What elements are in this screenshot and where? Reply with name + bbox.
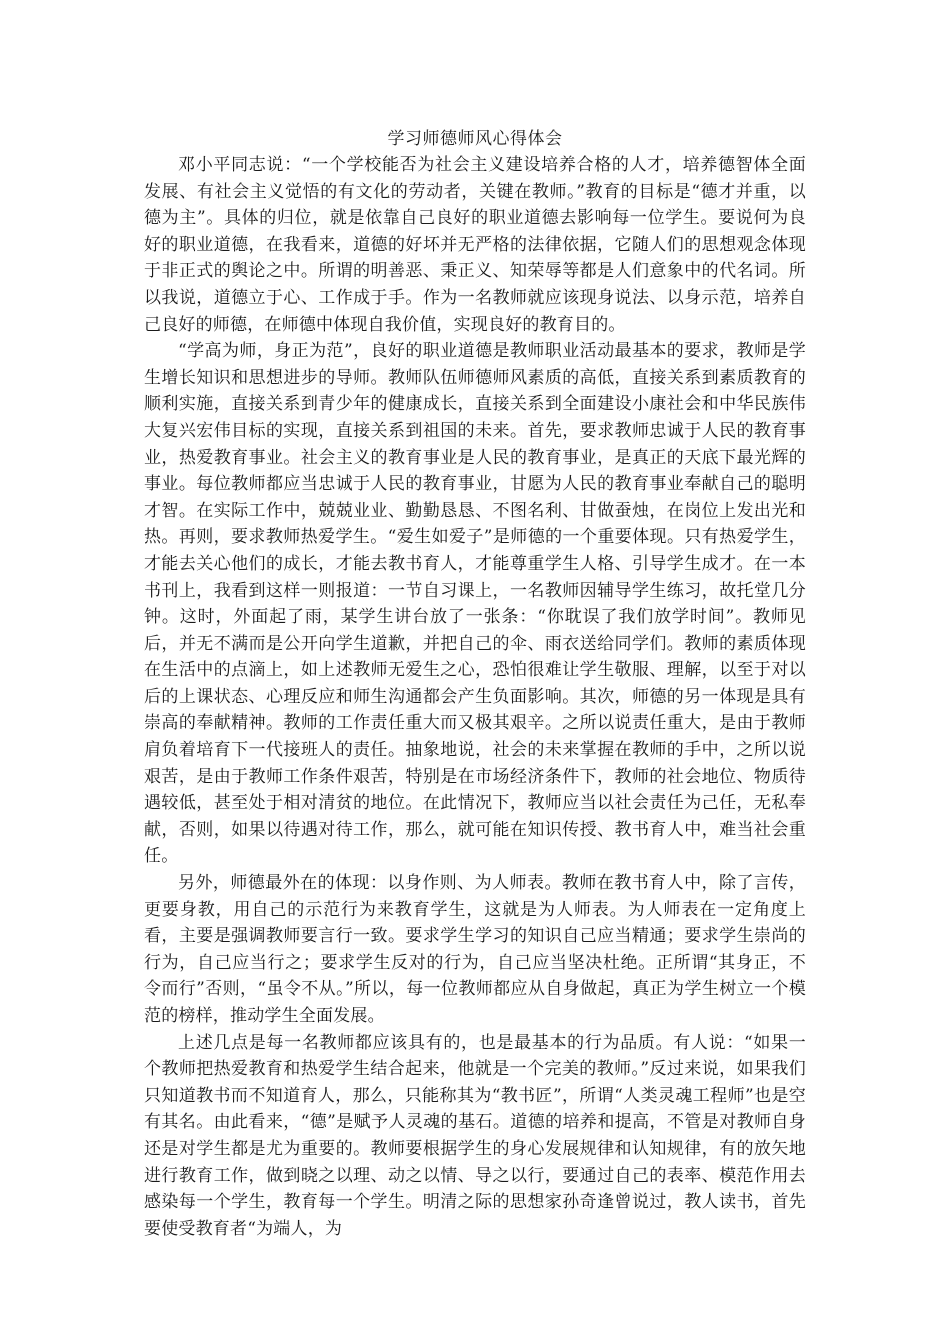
document-title: 学习师德师风心得体会: [387, 129, 563, 149]
paragraph-3: 另外，师德最外在的体现：以身作则、为人师表。教师在教书育人中，除了言传，更要身教，用自己的示范行为来教育学生，这就是为人师表。为人师表在一定角度上看，主要是强调教师要言行一致。要求学生学习的知识自己应当精通；要求学生崇尚的行为，自己应当行之；要求学生反对的行为，自己应当坚决杜绝。正所谓“其身正，不令而行”否则，“虽令不从。”所以，每一位教师都应从自身做起，真正为学生树立一个模范的榜样，推动学生全面发展。: [144, 873, 806, 1026]
paragraph-2: “学高为师，身正为范”，良好的职业道德是教师职业活动最基本的要求，教师是学生增长知识和思想进步的导师。教师队伍师德师风素质的高低，直接关系到素质教育的顺利实施，直接关系到青少年的健康成长，直接关系到全面建设小康社会和中华民族伟大复兴宏伟目标的实现，直接关系到祖国的未来。首先，要求教师忠诚于人民的教育事业，热爱教育事业。社会主义的教育事业是人民的教育事业，是真正的天底下最光辉的事业。每位教师都应当忠诚于人民的教育事业，甘愿为人民的教育事业奉献自己的聪明才智。在实际工作中，兢兢业业、勤勤恳恳、不图名利、甘做蚕烛，在岗位上发出光和热。再则，要求教师热爱学生。“爱生如爱子”是师德的一个重要体现。只有热爱学生，才能去关心他们的成长，才能去教书育人，才能尊重学生人格、引导学生成才。在一本书刊上，我看到这样一则报道：一节自习课上，一名教师因辅导学生练习，故托堂几分钟。这时，外面起了雨，某学生讲台放了一张条：“你耽误了我们放学时间”。教师见后，并无不满而是公开向学生道歉，并把自己的伞、雨衣送给同学们。教师的素质体现在生活中的点滴上，如上述教师无爱生之心，恐怕很难让学生敬服、理解，以至于对以后的上课状态、心理反应和师生沟通都会产生负面影响。其次，师德的另一体现是具有崇高的奉献精神。教师的工作责任重大而又极其艰辛。之所以说责任重大，是由于教师肩负着培育下一代接班人的责任。抽象地说，社会的未来掌握在教师的手中，之所以说艰苦，是由于教师工作条件艰苦，特别是在市场经济条件下，教师的社会地位、物质待遇较低，甚至处于相对清贫的地位。在此情况下，教师应当以社会责任为己任，无私奉献，否则，如果以待遇对待工作，那么，就可能在知识传授、教书育人中，难当社会重任。: [144, 341, 806, 867]
paragraph-1: 邓小平同志说：“一个学校能否为社会主义建设培养合格的人才，培养德智体全面发展、有社会主义觉悟的有文化的劳动者，关键在教师。”教育的目标是“德才并重，以德为主”。具体的归位，就是依靠自己良好的职业道德去影响每一位学生。要说何为良好的职业道德，在我看来，道德的好坏并无严格的法律依据，它随人们的思想观念体现于非正式的舆论之中。所谓的明善恶、秉正义、知荣辱等都是人们意象中的代名词。所以我说，道德立于心、工作成于手。作为一名教师就应该现身说法、以身示范，培养自己良好的师德，在师德中体现自我价值，实现良好的教育目的。: [144, 155, 806, 335]
paragraph-4: 上述几点是每一名教师都应该具有的，也是最基本的行为品质。有人说：“如果一个教师把热爱教育和热爱学生结合起来，他就是一个完美的教师。”反过来说，如果我们只知道教书而不知道育人，那么，只能称其为“教书匠”，所谓“人类灵魂工程师”也是空有其名。由此看来，“德”是赋予人灵魂的基石。道德的培养和提高，不管是对教师自身还是对学生都是尤为重要的。教师要根据学生的身心发展规律和认知规律，有的放矢地进行教育工作，做到晓之以理、动之以情、导之以行，要通过自己的表率、模范作用去感染每一个学生，教育每一个学生。明清之际的思想家孙奇逢曾说过，教人读书，首先要使受教育者“为端人，为: [144, 1032, 806, 1239]
document-page: [144, 126, 806, 1242]
